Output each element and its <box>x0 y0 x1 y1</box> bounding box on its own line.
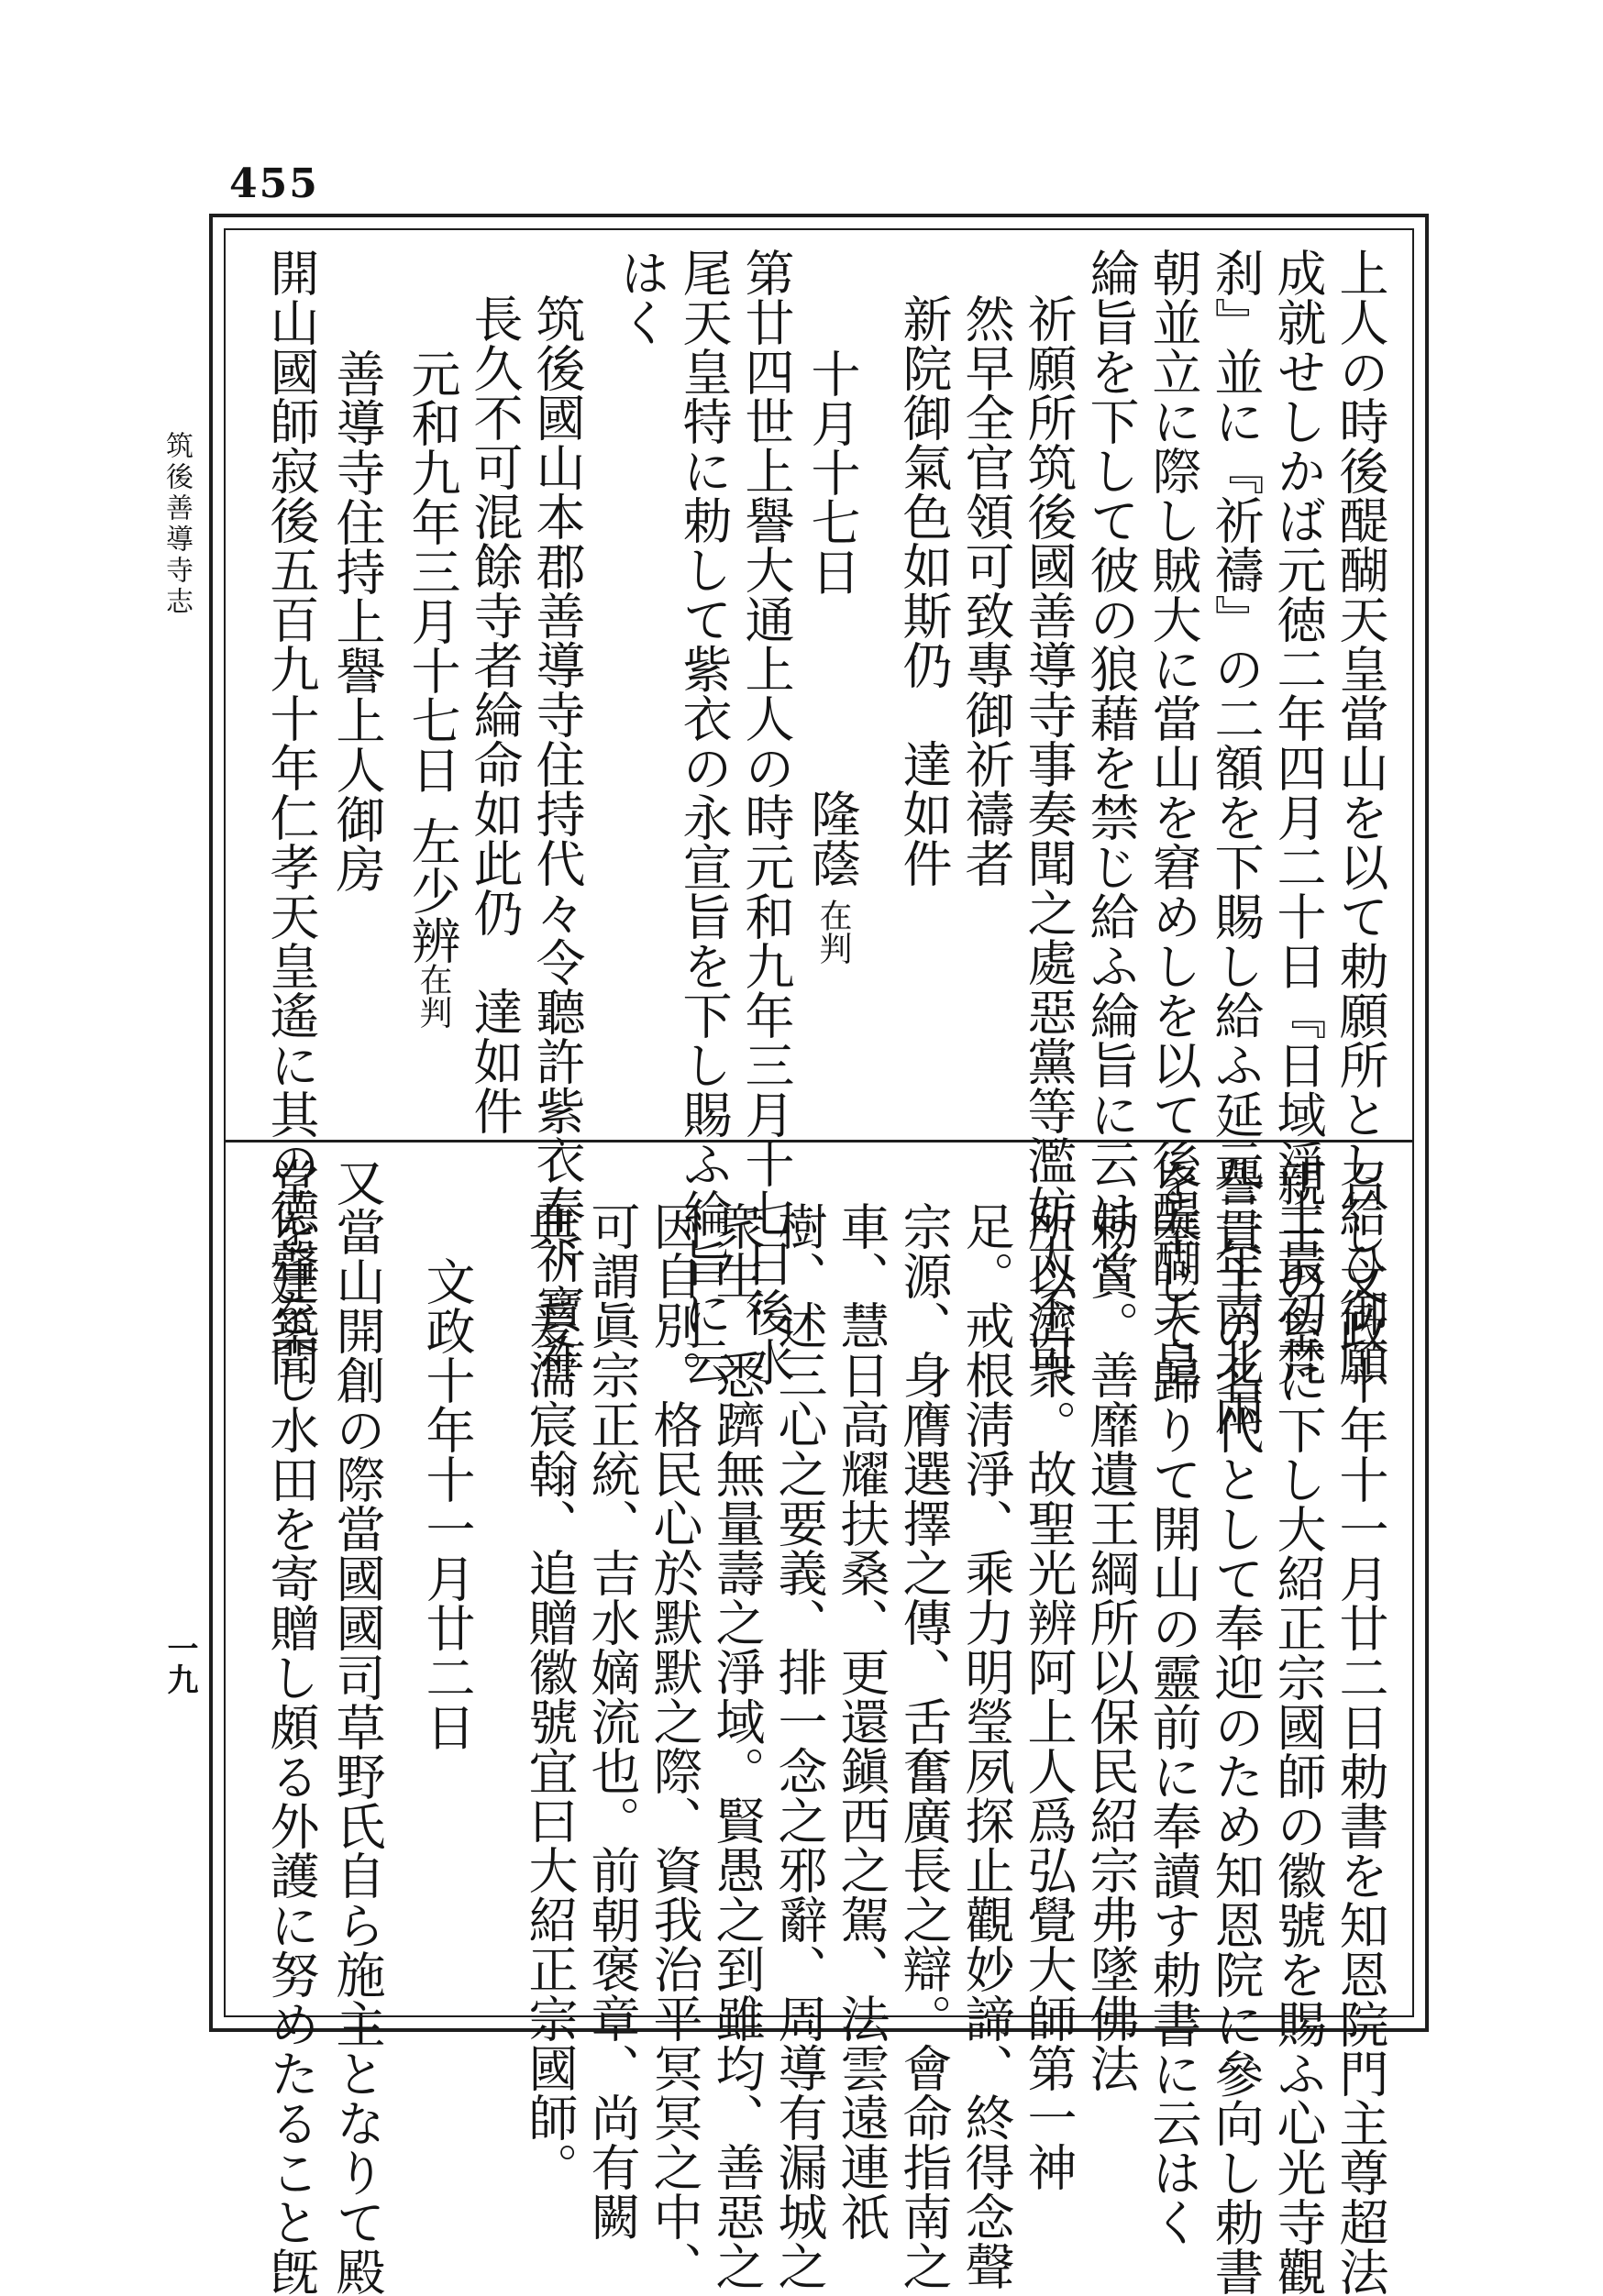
page-number: 455 <box>229 160 319 207</box>
text-column: 又當山開創の際當國國司草野氏自ら施主となりて殿 <box>328 1157 386 2296</box>
text-column: 第廿四世上譽大通上人の時元和九年三月十七日後水 <box>737 248 795 1386</box>
date-line: 十月十七日 <box>803 348 861 596</box>
text-column: 開山國師寂後五百九十年仁孝天皇遙に其の德聲を聞 <box>262 248 320 1386</box>
text-column: 親王の室に下し大紹正宗國師の徽號を賜ふ心光寺觀 <box>1269 1157 1327 2296</box>
text-column: はく <box>613 248 670 347</box>
text-column: 典、爰濡宸翰、追贈徽號宜曰大紹正宗國師。 <box>521 1201 579 2191</box>
text-column: 綸旨を下して彼の狼藉を禁じ給ふ綸旨に云はく <box>1082 248 1140 1287</box>
text-column: 宗源、身膺選擇之傳、舌奮廣長之辯。會命指南之 <box>895 1201 953 2290</box>
text-column: 譽貫主の名代として奉迎のため知恩院に參向し勅書 <box>1207 1157 1265 2296</box>
text-column: 所以濟衆。故聖光辨阿上人爲弘覺大師第一神 <box>1020 1201 1078 2191</box>
text-column: 召し文政十年十一月廿二日勅書を知恩院門主尊超法 <box>1332 1157 1389 2296</box>
text-column: 然早全官領可致專御祈禱者 <box>957 293 1015 888</box>
text-column: 長久不可混餘寺者綸命如此仍 達如件 <box>466 293 524 1135</box>
text-column: 朝並立に際し賊大に當山を窘めしを以て後醍醐天皇 <box>1144 248 1202 1386</box>
signature-name: 左少辨 <box>404 816 461 965</box>
text-column: 善導寺住持上譽上人御房 <box>328 348 386 893</box>
date-line: 元和九年三月十七日 <box>404 348 461 794</box>
text-column: 祈願所筑後國善導寺事奏聞之處惡黨等濫妨太不可 <box>1020 293 1078 1383</box>
text-column: 上人の時後醍醐天皇當山を以て勅願所とし給ひ御願 <box>1332 248 1389 1386</box>
running-title: 筑後善導寺志 <box>160 431 193 618</box>
text-column: 刹』並に『祈禱』の二額を下賜し給ふ延元二年南北兩 <box>1207 248 1265 1436</box>
text-column: 樹、述三心之要義、排一念之邪辭、周導有漏城之 <box>770 1201 828 2290</box>
text-column: 筑後國山本郡善導寺住持代々令聽許紫衣奉祈寶祚 <box>528 293 586 1383</box>
folio-number: 一九 <box>161 1632 198 1694</box>
text-column: を奉じて歸りて開山の靈前に奉讀す勅書に云はく <box>1144 1157 1202 2246</box>
text-column: 堂を建築し水田を寄贈し頗る外護に努めたること旣 <box>262 1157 320 2296</box>
text-column: 新院御氣色如斯仍 達如件 <box>895 293 953 888</box>
signature-note: 在判 <box>415 963 452 1029</box>
text-column: 尾天皇特に勅して紫衣の永宣旨を下し賜ふ綸旨に云 <box>675 248 733 1386</box>
date-line: 文政十年十一月廿二日 <box>418 1256 476 1751</box>
signature-note: 在判 <box>814 899 852 965</box>
text-column: 足。戒根淸淨、乘力明瑩夙探止觀妙諦、終得念聲 <box>957 1201 1015 2290</box>
text-column: 勅賞。善靡遺王綱所以保民紹宗弗墜佛法 <box>1082 1201 1140 2092</box>
text-column: 衆生、悉躋無量壽之淨域。賢愚之到雖均、善惡之 <box>708 1201 766 2290</box>
text-column: 因自別。格民心於默默之際、資我治平冥冥之中、 <box>646 1201 703 2290</box>
signature-name: 隆蔭 <box>803 789 861 888</box>
text-column: 車、慧日高耀扶桑、更還鎭西之駕、法雲遠連祇 <box>833 1201 890 2241</box>
text-column: 成就せしかば元徳二年四月二十日『日域淨土最初梵 <box>1269 248 1327 1386</box>
text-column: 可謂眞宗正統、吉水嫡流也。前朝褒章、尚有闕 <box>583 1201 641 2241</box>
